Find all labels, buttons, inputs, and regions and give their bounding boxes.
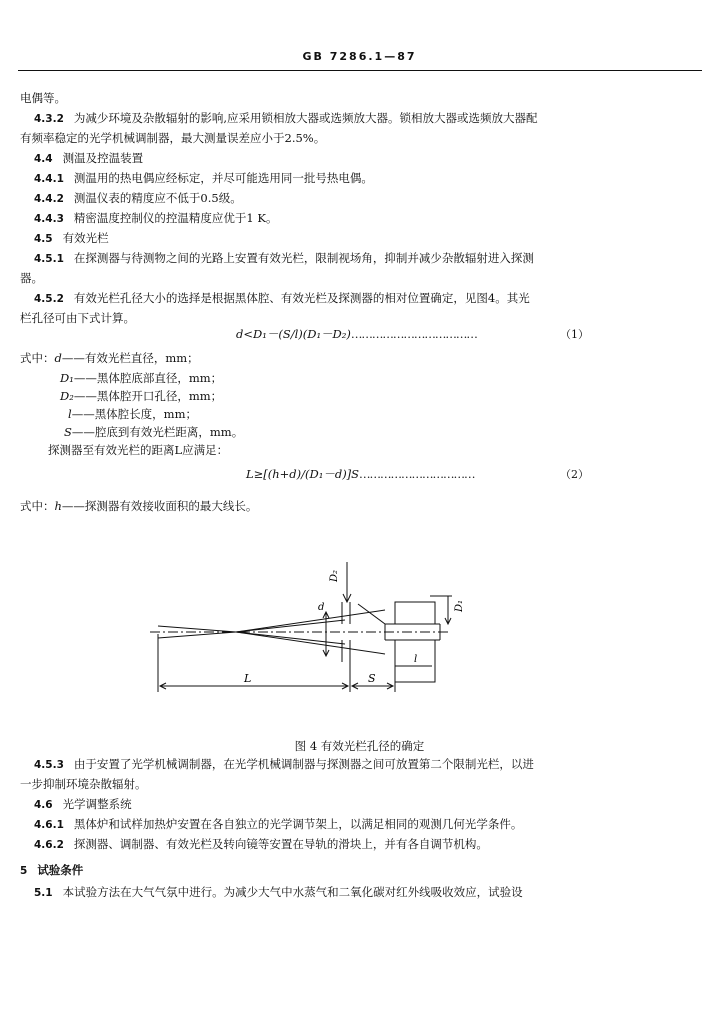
where-item: 式中：h——探测器有效接收面积的最大线长。 (20, 499, 258, 513)
clause-4-6-1: 4.6.1 黑体炉和试样加热炉安置在各自独立的光学调节架上，以满足相同的观测几何光学条件。 (34, 817, 523, 831)
clause-4-5: 4.5 有效光栏 (34, 231, 109, 245)
text-line: 探测器至有效光栏的距离L应满足： (48, 443, 229, 457)
formula-1: d<D₁－(S/l)(D₁－D₂)……………………………… (236, 327, 477, 341)
label-D1: D₁ (454, 599, 465, 612)
label-l: l (414, 654, 418, 665)
clause-4-6: 4.6 光学调整系统 (34, 797, 132, 811)
label-d: d (318, 602, 325, 613)
where-item: D₂——黑体腔开口孔径，mm； (60, 389, 223, 403)
page-header: GB 7286.1—87 (302, 50, 417, 63)
clause-4-4-1: 4.4.1 测温用的热电偶应经标定，并尽可能选用同一批号热电偶。 (34, 171, 373, 185)
text-line: 有频率稳定的光学机械调制器，最大测量误差应小于2.5%。 (20, 131, 326, 145)
where-item: l——黑体腔长度，mm； (68, 407, 197, 421)
clause-4-6-2: 4.6.2 探测器、调制器、有效光栏及转向镜等安置在导轨的滑块上，并有各自调节机构。 (34, 837, 488, 851)
section-5-heading: 5 试验条件 (20, 863, 84, 877)
clause-4-4-3: 4.4.3 精密温度控制仪的控温精度应优于1 K。 (34, 211, 278, 225)
text-line: 一步抑制环境杂散辐射。 (20, 777, 147, 791)
clause-4-5-3: 4.5.3 由于安置了光学机械调制器，在光学机械调制器与探测器之间可放置第二个限制光栏，以进 (34, 757, 534, 771)
text-line: 电偶等。 (20, 91, 66, 105)
clause-4-4-2: 4.4.2 测温仪表的精度应不低于0.5级。 (34, 191, 242, 205)
figure-4-diagram (0, 540, 719, 730)
clause-4-5-1: 4.5.1 在探测器与待测物之间的光路上安置有效光栏，限制视场角，抑制并减少杂散辐射进入探测 (34, 251, 534, 265)
where-item: 式中：d——有效光栏直径，mm； (20, 351, 199, 365)
label-D2: D₂ (329, 569, 340, 582)
text-line: 栏孔径可由下式计算。 (20, 311, 135, 325)
clause-4-5-2: 4.5.2 有效光栏孔径大小的选择是根据黑体腔、有效光栏及探测器的相对位置确定，见图4。其光 (34, 291, 530, 305)
label-L: L (244, 672, 252, 685)
equation-number-1: （1） (560, 328, 589, 341)
clause-4-3-2: 4.3.2 为减少环境及杂散辐射的影响,应采用锁相放大器或选频放大器。锁相放大器或选频放大器配 (34, 111, 538, 125)
formula-2: L≥[(h+d)/(D₁－d)]S…………………………… (246, 467, 475, 481)
equation-number-2: （2） (560, 468, 589, 481)
where-item: D₁——黑体腔底部直径，mm； (60, 371, 223, 385)
text-line: 器。 (20, 271, 43, 285)
where-item: S——腔底到有效光栏距离，mm。 (64, 425, 244, 439)
header-rule (18, 70, 702, 71)
clause-5-1: 5.1 本试验方法在大气气氛中进行。为减少大气中水蒸气和二氧化碳对红外线吸收效应，试验设 (34, 885, 523, 899)
label-S: S (368, 672, 376, 685)
clause-4-4: 4.4 测温及控温装置 (34, 151, 144, 165)
figure-caption: 图 4 有效光栏孔径的确定 (294, 739, 425, 753)
